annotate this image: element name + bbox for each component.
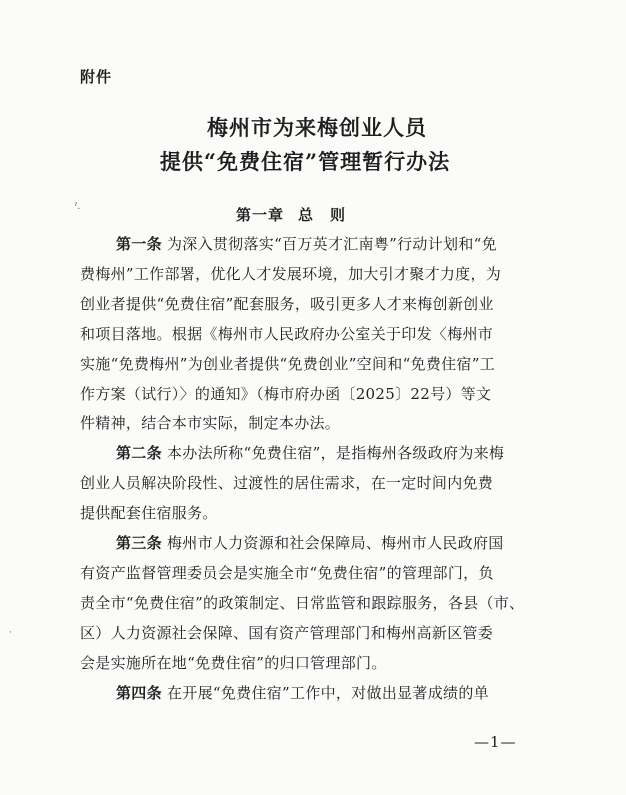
body-line: 有资产监督管理委员会是实施全市“免费住宿”的管理部门，负 <box>80 564 494 582</box>
line-text: 本办法所称“免费住宿”，是指梅州各级政府为来梅 <box>166 444 505 462</box>
body-line: 会是实施所在地“免费住宿”的归口管理部门。 <box>80 654 387 672</box>
chapter-label: 第一章 <box>236 206 285 224</box>
article-label: 第二条 <box>116 444 162 462</box>
body-line <box>116 533 504 553</box>
page-number: —1— <box>474 733 517 751</box>
article-label: 第三条 <box>116 534 162 552</box>
chapter-name: 总 则 <box>298 206 347 224</box>
line-text: 在开展“免费住宿”工作中，对做出显著成绩的单 <box>166 684 489 702</box>
body-line: 件精神，结合本市实际，制定本办法。 <box>80 414 341 432</box>
chapter-heading <box>236 204 346 225</box>
article-label: 第四条 <box>116 684 162 702</box>
document-title-line-2: 提供“免费住宿”管理暂行办法 <box>159 149 451 174</box>
body-line <box>116 234 497 254</box>
article-label: 第一条 <box>116 235 162 253</box>
body-line: 实施“免费梅州”为创业者提供“免费创业”空间和“免费住宿”工 <box>80 355 496 373</box>
line-text: 梅州市人力资源和社会保障局、梅州市人民政府国 <box>166 534 504 552</box>
body-line <box>116 443 504 463</box>
body-line: 作方案（试行）〉的通知》（梅市府办函〔2025〕22号）等文 <box>80 385 492 403</box>
body-line: 区）人力资源社会保障、国有资产管理部门和梅州高新区管委 <box>80 624 494 642</box>
body-line <box>116 683 489 703</box>
line-text: 为深入贯彻落实“百万英才汇南粤”行动计划和“免 <box>166 235 497 253</box>
body-line: 责全市“免费住宿”的政策制定、日常监管和跟踪服务，各县（市、 <box>80 594 525 612</box>
body-line: 创业人员解决阶段性、过渡性的居住需求，在一定时间内免费 <box>80 474 494 492</box>
body-line: 创业者提供“免费住宿”配套服务，吸引更多人才来梅创新创业 <box>80 295 494 313</box>
attachment-label: 附件 <box>80 68 113 86</box>
body-line: 和项目落地。根据《梅州市人民政府办公室关于印发〈梅州市 <box>80 325 494 343</box>
scan-dot-icon: · <box>9 628 12 638</box>
document-title-line-1: 梅州市为来梅创业人员 <box>207 115 427 140</box>
scan-mark-icon: ˀ. <box>74 202 81 212</box>
body-line: 费梅州”工作部署，优化人才发展环境，加大引才聚才力度，为 <box>80 265 502 283</box>
body-line: 提供配套住宿服务。 <box>80 504 218 522</box>
